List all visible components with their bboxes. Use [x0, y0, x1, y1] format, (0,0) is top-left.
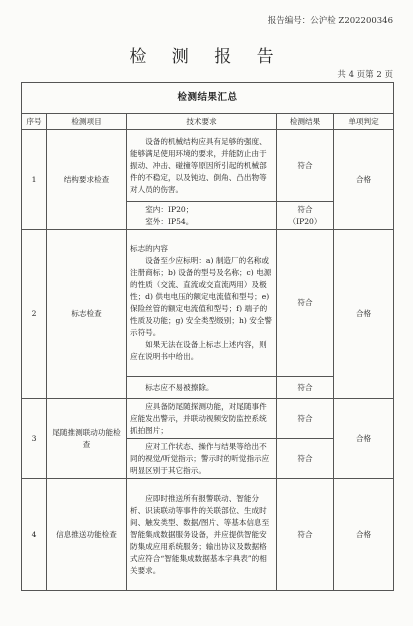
requirement-text: 应对工作状态、操作与结果等给出不同的视觉/听觉指示；警示时的听觉指示应明显区别于其它指示。 — [130, 441, 270, 475]
test-result — [277, 202, 334, 230]
requirement-text: 如果无法在设备上标志上述内容，则应在说明书中给出。 — [130, 340, 267, 361]
document-title: 检 测 报 告 — [129, 47, 284, 67]
verdict: 合格 — [334, 399, 394, 479]
test-item: 结构要求检查 — [47, 130, 127, 230]
requirement-text: 标志应不易被擦除。 — [145, 382, 214, 392]
technical-requirement — [127, 130, 277, 202]
requirement-text: 设备至少应标明：a) 制造厂的名称或注册商标；b) 设备的型号及名称；c) 电源的性质（交流、直流或交直流两用）及极性；d) 供电电压的额定电流值和型号；e) 保险丝管的额定电流值和型号；f) 端子的性质及功能；g) 安全类型级别；h) 安全警示符号。 — [130, 256, 273, 337]
test-result: 符合 — [277, 479, 334, 591]
column-header: 检测结果 — [277, 114, 334, 130]
requirement-text: 设备的机械结构应具有足够的强度、能够满足使用环境的要求，并能防止由于振动、冲击、碰撞等原因所引起的机械部件的不稳定，以及钝边、倒角、凸出物等对人员的伤害。 — [130, 136, 267, 194]
row-number: 3 — [22, 399, 47, 479]
technical-requirement — [127, 439, 277, 479]
table-row — [22, 230, 394, 377]
test-result: 符合 — [277, 230, 334, 377]
table-header-row — [22, 114, 394, 130]
row-number: 2 — [22, 230, 47, 399]
result-note: （IP20） — [288, 216, 322, 226]
test-item: 信息推送功能检查 — [47, 479, 127, 591]
result-text: 符合 — [297, 204, 313, 214]
column-header: 检测项目 — [47, 114, 127, 130]
column-header: 技术要求 — [127, 114, 277, 130]
test-item: 标志检查 — [47, 230, 127, 399]
requirement-text: 室内：IP20； — [145, 204, 194, 214]
test-result: 符合 — [277, 399, 334, 439]
requirement-text: 应具备防尾随探测功能，对尾随事件应能发出警示，并联动视频安防监控系统抓拍图片； — [130, 401, 267, 435]
table-row — [22, 399, 394, 439]
test-result: 符合 — [277, 130, 334, 202]
column-header: 单项判定 — [334, 114, 394, 130]
page-info: 共 4 页第 2 页 — [337, 70, 393, 80]
table-title: 检测结果汇总 — [22, 83, 394, 114]
requirement-text: 应即时推送所有报警联动、智能分析、识读联动等事件的关联部位、生成时间、触发类型、数据/图片、等基本信息至智能集成数据服务设备，并应提供智能安防集成应用系统服务；输出协议及数据格式应符合“智能集成数据基本字典表”的相关要求。 — [130, 493, 270, 575]
test-result: 符合 — [277, 439, 334, 479]
technical-requirement — [127, 202, 277, 230]
column-header: 序号 — [22, 114, 47, 130]
table-row — [22, 479, 394, 591]
test-result: 符合 — [277, 377, 334, 399]
row-number: 4 — [22, 479, 47, 591]
row-number: 1 — [22, 130, 47, 230]
table-row — [22, 130, 394, 202]
verdict: 合格 — [334, 479, 394, 591]
technical-requirement — [127, 377, 277, 399]
test-item: 尾随推测联动功能检查 — [47, 399, 127, 479]
technical-requirement — [127, 479, 277, 591]
requirement-text: 室外：IP54。 — [145, 216, 194, 226]
requirement-heading: 标志的内容 — [130, 244, 168, 253]
results-summary-table — [21, 82, 394, 591]
technical-requirement — [127, 230, 277, 377]
verdict: 合格 — [334, 230, 394, 399]
report-number: 报告编号：公沪检 Z202200346 — [267, 16, 393, 26]
technical-requirement — [127, 399, 277, 439]
verdict: 合格 — [334, 130, 394, 230]
